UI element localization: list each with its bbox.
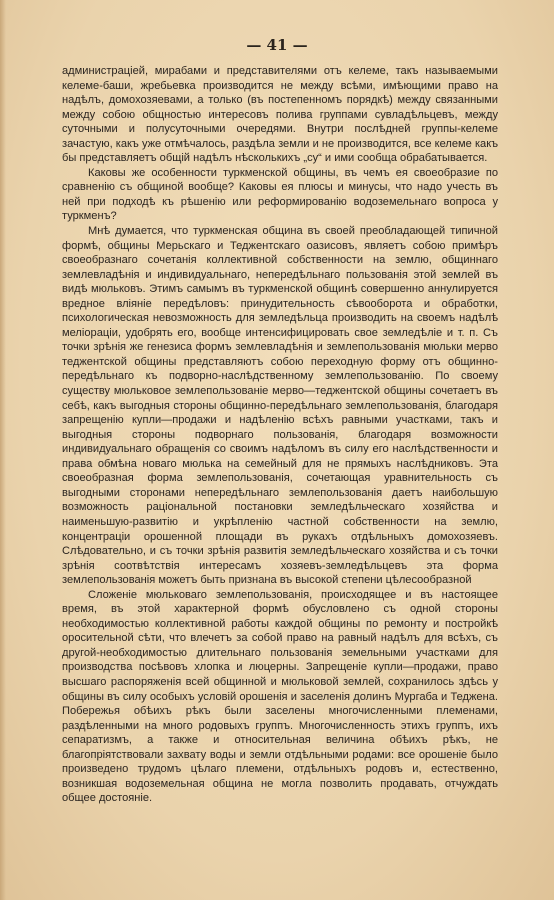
paragraph-2: Каковы же особенности туркменской общины, въ чемъ ея своеобразие по сравненiю съ общиной вообще? Каковы ея плюсы и минусы, что надо учесть въ ней при подходѣ къ рѣшенiю или реформированiю водоземельнаго вопроса у туркменъ? [62, 166, 498, 223]
paragraph-1: администрацiей, мирабами и представителями отъ келеме, такъ называемыми келеме-баши, жребьевка производится не между всѣми, имѣющими право на надѣлъ, домохозяевами, а только (въ постепенномъ порядкѣ) между связанными между собою общностью интересовъ полива группами сувладѣльцевъ, между суточными и полусуточными очередями. Внутри послѣдней группы-келеме зачастую, какъ уже отмѣчалось, раздѣла земли и не производится, все келеме какъ бы представляетъ общiй надѣлъ нѣсколькихъ „су“ и ими сообща обрабатывается. [62, 65, 498, 165]
page-edge-shadow [0, 0, 6, 900]
page-number: — 41 — [246, 36, 308, 54]
paragraph-3: Мнѣ думается, что туркменская община въ своей преобладающей типичной формѣ, общины Мерьскаго и Теджентскаго оазисовъ, являетъ собою примѣръ своеобразнаго сочетанiя коллективной собственности на землю, общиннаго землевладѣнiя и индивидуальнаго, непередѣльнаго пользованiя этой землей въ видѣ мюльковъ. Этимъ самымъ въ туркменской общинѣ совершенно аннулируется вредное влiянiе передѣловъ: принудительность сѣвооборота и обработки, психологическая невозможность для земледѣльца производить на своемъ надѣлѣ мелiорацiи, удобрять его, вообще интенсифицировать свое земледѣлiе и т. п. Съ точки зрѣнiя же генезиса формъ землевладѣнiя и землепользованiя мюльки мерво теджентской общины представляютъ собою переходную форму отъ общинно-передѣльнаго къ подворно-наслѣдственному землепользованiю. По своему существу мюльковое землепользованiе мерво—теджентской общины сочетаетъ въ себѣ, какъ выгодныя стороны общинно-передѣльнаго землепользованiя, благодаря запрещенiю купли—продажи и надѣленiю всѣхъ равными участками, такъ и выгодныя стороны подворнаго пользованiя, благодаря возможности индивидуальнаго обращенiя со своимъ надѣломъ въ силу его наслѣдственности и права обмѣна новаго мюлька на семейный для не прямыхъ наслѣдниковъ. Эта своеобразная форма землепользованiя, сочетающая уравнительность съ выгодными сторонами непередѣльнаго землепользованiя даетъ наибольшую возможность рацiональной постановки земледѣльческаго хозяйства и наименьшую-развитiю и укрѣпленiю частной собственности на землю, концентрацiи орошенной площади въ рукахъ отдѣльныхъ домохозяевъ. Слѣдовательно, и съ точки зрѣнiя развитiя земледѣльческаго хозяйства и съ точки зрѣнiя соотвѣтствiя интересамъ хозяевъ-земледѣльцевъ эта форма землепользованiя можетъ быть признана въ высокой степени цѣлесообразной [62, 225, 498, 587]
paragraph-4: Сложенiе мюльковаго землепользованiя, происходящее и въ настоящее время, въ этой характерной формѣ обусловлено съ одной стороны необходимостью коллективной работы каждой общины по ремонту и постройкѣ оросительной сѣти, что влечетъ за собой право на равный надѣлъ для всѣхъ, съ другой-необходимостью длительнаго пользованiя земельными участками для производства посѣвовъ хлопка и люцерны. Запрещенiе купли—продажи, право высшаго распоряженiя всей общинной и мюльковой землей, сохранилось здѣсь у общины въ силу особыхъ условiй орошенiя и заселенiя долинъ Мургаба и Теджена. Побережья обѣихъ рѣкъ были заселены многочисленными племенами, раздѣленными на много родовыхъ группъ. Многочисленность этихъ группъ, ихъ сепаратизмъ, а также и относительная величина обѣихъ рѣкъ, не благопрiятствовали захвату воды и земли отдѣльными родами: все орошенiе было произведено трудомъ цѣлаго племени, отдѣльныхъ родовъ и, естественно, возникшая водоземельная община не могла позволить продавать, отчуждать общее достоянiе. [62, 588, 498, 805]
body-text [62, 64, 498, 806]
